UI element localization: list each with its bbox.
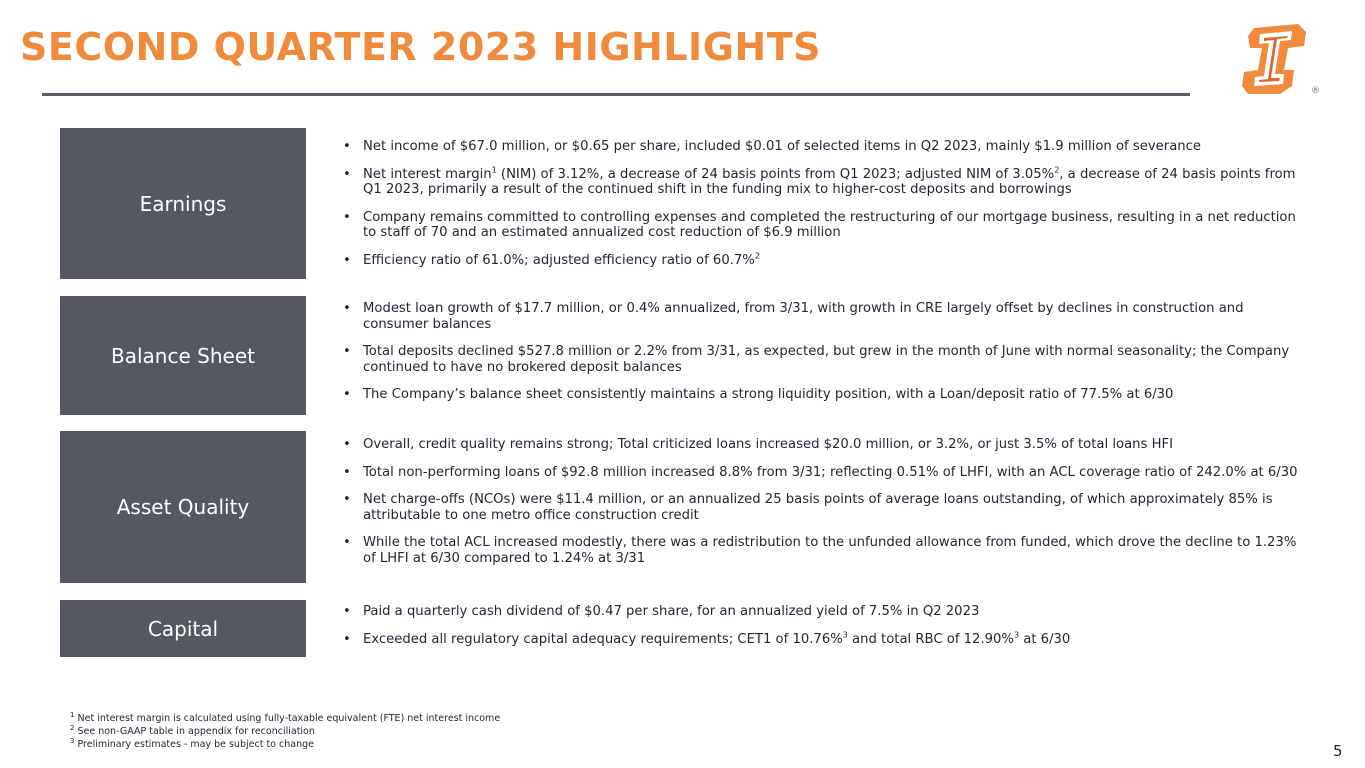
section-label-earnings: Earnings [60, 128, 306, 279]
balance-sheet-bullets [342, 301, 1312, 415]
footnote: $^3$ Preliminary estimates - may be subject to change [70, 736, 314, 750]
title-divider [42, 93, 1190, 96]
bullet-item: • While the total ACL increased modestly, there was a redistribution to the unfunded allowance from funded, which drove the decline to 1.23% of LHFI at 6/30 compared to 1.24% at 3/31 [342, 535, 1312, 566]
bullet-item: • Efficiency ratio of 61.0%; adjusted efficiency ratio of 60.7%$^2$ [342, 253, 1312, 269]
bullet-item: • Total deposits declined $527.8 million or 2.2% from 3/31, as expected, but grew in the month of June with normal seasonality; the Company continued to have no brokered deposit balances [342, 344, 1312, 375]
registered-mark: ® [1311, 86, 1320, 96]
bullet-item: • Exceeded all regulatory capital adequacy requirements; CET1 of 10.76%$^3$ and total RBC of 12.90%$^3$ at 6/30 [342, 632, 1312, 648]
section-label-balance-sheet: Balance Sheet [60, 296, 306, 415]
footnotes [70, 712, 500, 751]
bullet-item: • Total non-performing loans of $92.8 million increased 8.8% from 3/31; reflecting 0.51% of LHFI, with an ACL coverage ratio of 242.0% at 6/30 [342, 465, 1312, 481]
bullet-item: • Net charge-offs (NCOs) were $11.4 million, or an annualized 25 basis points of average loans outstanding, of which approximately 85% is attributable to one metro office construction credit [342, 492, 1312, 523]
bullet-item: • Paid a quarterly cash dividend of $0.47 per share, for an annualized yield of 7.5% in Q2 2023 [342, 604, 1312, 620]
company-logo-icon [1240, 22, 1310, 96]
page-number: 5 [1333, 742, 1343, 760]
footnote: $^2$ See non-GAAP table in appendix for reconciliation [70, 723, 315, 737]
bullet-item: • Net interest margin$^1$ (NIM) of 3.12%, a decrease of 24 basis points from Q1 2023; adjusted NIM of 3.05%$^2$, a decrease of 24 basis points from Q1 2023, primarily a result of the continued shift in the funding mix to higher-cost deposits and borrowings [342, 167, 1312, 198]
asset-quality-bullets [342, 437, 1312, 578]
bullet-item: • Company remains committed to controlling expenses and completed the restructuring of our mortgage business, resulting in a net reduction to staff of 70 and an estimated annualized cost reduction of $6.9 million [342, 210, 1312, 241]
bullet-item: • Overall, credit quality remains strong; Total criticized loans increased $20.0 million, or 3.2%, or just 3.5% of total loans HFI [342, 437, 1312, 453]
section-label-capital: Capital [60, 600, 306, 657]
earnings-bullets [342, 139, 1312, 280]
page-title: SECOND QUARTER 2023 HIGHLIGHTS [20, 25, 821, 69]
section-label-asset-quality: Asset Quality [60, 431, 306, 583]
bullet-item: • Net income of $67.0 million, or $0.65 per share, included $0.01 of selected items in Q2 2023, mainly $1.9 million of severance [342, 139, 1312, 155]
footnote: $^1$ Net interest margin is calculated using fully-taxable equivalent (FTE) net interest income [70, 710, 501, 724]
capital-bullets [342, 604, 1312, 659]
bullet-item: • The Company’s balance sheet consistently maintains a strong liquidity position, with a Loan/deposit ratio of 77.5% at 6/30 [342, 387, 1312, 403]
bullet-item: • Modest loan growth of $17.7 million, or 0.4% annualized, from 3/31, with growth in CRE largely offset by declines in construction and consumer balances [342, 301, 1312, 332]
